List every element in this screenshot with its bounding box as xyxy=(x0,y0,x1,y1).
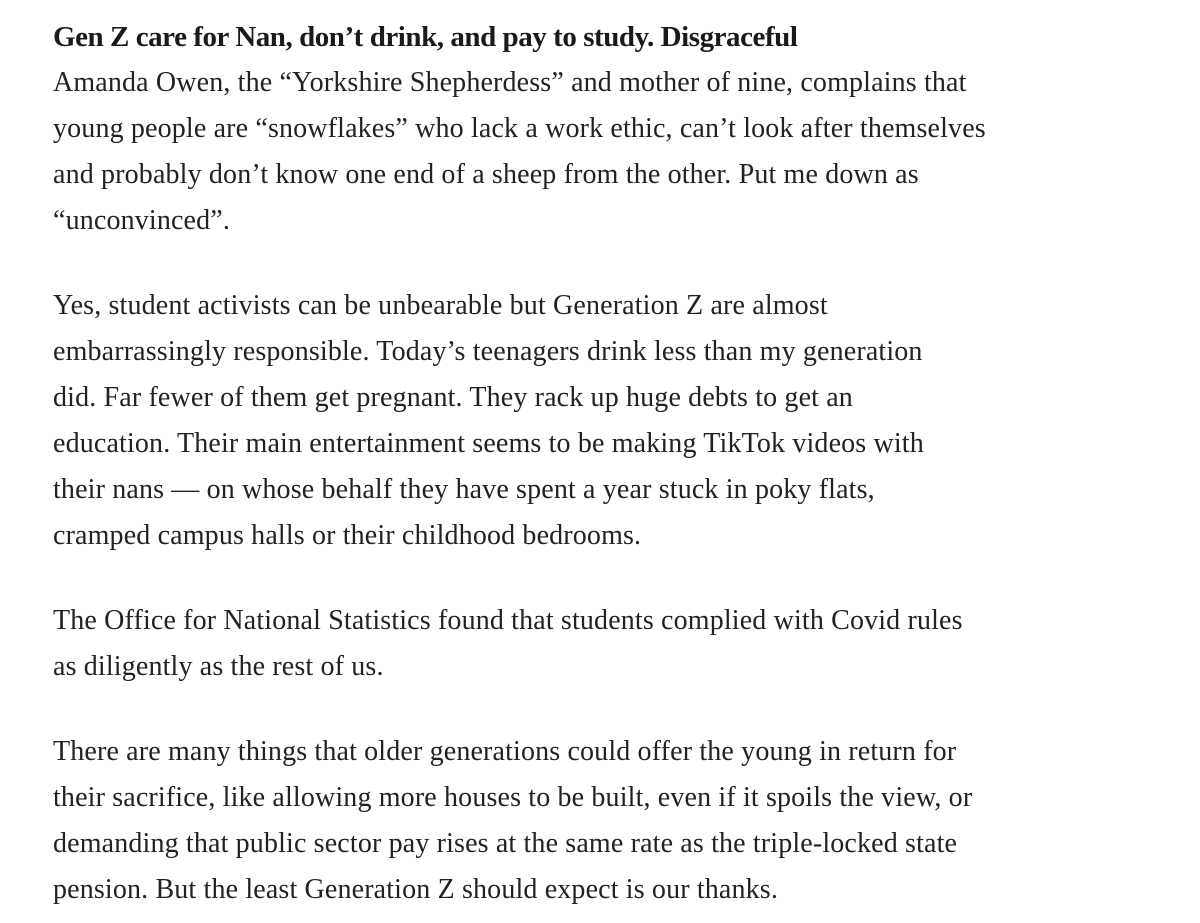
paragraph-line: education. Their main entertainment seems to be making TikTok videos with xyxy=(53,428,924,459)
paragraph-line: embarrassingly responsible. Today’s teenagers drink less than my generation xyxy=(53,336,923,367)
paragraph-line: demanding that public sector pay rises at the same rate as the triple-locked state xyxy=(53,828,958,859)
paragraph-line: as diligently as the rest of us. xyxy=(53,651,384,682)
paragraph-line: young people are “snowflakes” who lack a work ethic, can’t look after themselves xyxy=(53,113,986,144)
paragraph-line: The Office for National Statistics found that students complied with Covid rules xyxy=(53,605,963,636)
paragraph-line: pension. But the least Generation Z should expect is our thanks. xyxy=(53,874,779,905)
paragraph-line: cramped campus halls or their childhood bedrooms. xyxy=(53,520,642,551)
paragraph-line: their sacrifice, like allowing more houses to be built, even if it spoils the view, or xyxy=(53,782,973,813)
paragraph-1 xyxy=(53,60,1093,244)
paragraph-2 xyxy=(53,283,1093,559)
paragraph-line: “unconvinced”. xyxy=(53,205,231,236)
paragraph-line: There are many things that older generations could offer the young in return for xyxy=(53,736,957,767)
paragraph-4 xyxy=(53,729,1093,913)
paragraph-3 xyxy=(53,598,1093,690)
paragraph-line: their nans — on whose behalf they have spent a year stuck in poky flats, xyxy=(53,474,875,505)
article-headline: Gen Z care for Nan, don’t drink, and pay to study. Disgraceful xyxy=(53,21,798,53)
paragraph-line: did. Far fewer of them get pregnant. They rack up huge debts to get an xyxy=(53,382,853,413)
paragraph-line: Yes, student activists can be unbearable but Generation Z are almost xyxy=(53,290,828,321)
article xyxy=(53,14,1093,913)
paragraph-line: Amanda Owen, the “Yorkshire Shepherdess” and mother of nine, complains that xyxy=(53,67,967,98)
paragraph-line: and probably don’t know one end of a sheep from the other. Put me down as xyxy=(53,159,919,190)
